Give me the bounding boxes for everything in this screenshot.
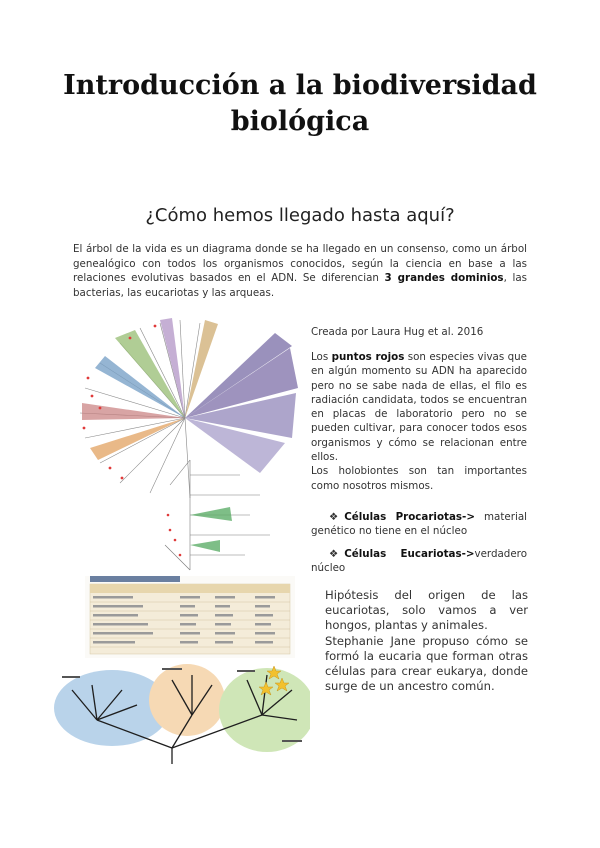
rojos-post: son especies vivas que en algún momento su ADN ha aparecido pero no se sabe nada de ellas, el filo es radiación candidata, todos se encuentran en placas de laboratorio pero no se pueden cultivar, para conocer todos esos organismos y cómo se relacionan entre ellos.: [311, 351, 527, 464]
hipotesis-text: Hipótesis del origen de las eucariotas, solo vamos a ver hongos, plantas y animales.: [325, 588, 528, 633]
bullet1-text: material genético no tiene en el núcleo: [311, 511, 527, 538]
comparison-table-figure: [85, 576, 295, 658]
bullet2-text: verdadero núcleo: [311, 548, 527, 575]
eukaryote-tree-figure: [52, 660, 310, 766]
section-heading: ¿Cómo hemos llegado hasta aquí?: [145, 205, 455, 226]
rojos-bold: puntos rojos: [331, 351, 405, 363]
rojos-pre: Los: [311, 351, 332, 363]
eukaryote-tree-image: [52, 660, 310, 766]
page-title: [0, 68, 600, 140]
intro-paragraph: [73, 242, 527, 300]
bullet-eucariotas: [311, 547, 527, 576]
intro-text-2: , las bacterias, las eucariotas y las arqueas.: [73, 272, 527, 299]
diamond-bullet-icon: ❖: [329, 511, 339, 523]
green-group: [219, 668, 310, 752]
title-line-1: Introducción a la biodiversidad: [63, 70, 537, 101]
title-line-2: biológica: [230, 106, 370, 137]
candidate-phyla-image: [150, 455, 298, 573]
intro-bold: 3 grandes dominios: [384, 272, 504, 285]
comparison-table-image: [85, 576, 295, 658]
bullet1-bold: Células Procariotas->: [344, 511, 475, 523]
candidate-phyla-figure: [150, 455, 298, 573]
holobiontes-text: Los holobiontes son tan importantes como nosotros mismos.: [311, 465, 527, 492]
diamond-bullet-icon: ❖: [329, 548, 339, 560]
red-dots-paragraph: [311, 350, 527, 493]
red-dots: [83, 325, 157, 480]
intro-text-1: El árbol de la vida es un diagrama donde se ha llegado en un consenso, como un árbol genealógico con todos los organismos conocidos, según la ciencia en base a las relaciones evolutivas basados en el ADN. Se diferencian: [73, 243, 527, 285]
stephanie-text: Stephanie Jane propuso cómo se formó la eucaria que forman otras células para crear eukarya, donde surge de un ancestro común.: [325, 633, 528, 694]
hypothesis-paragraph: [325, 588, 528, 694]
bullet2-bold: Células Eucariotas->: [344, 548, 475, 560]
figure-credit: Creada por Laura Hug et al. 2016: [311, 326, 484, 338]
orange-group: [149, 664, 225, 736]
bullet-procariotas: [311, 510, 527, 539]
